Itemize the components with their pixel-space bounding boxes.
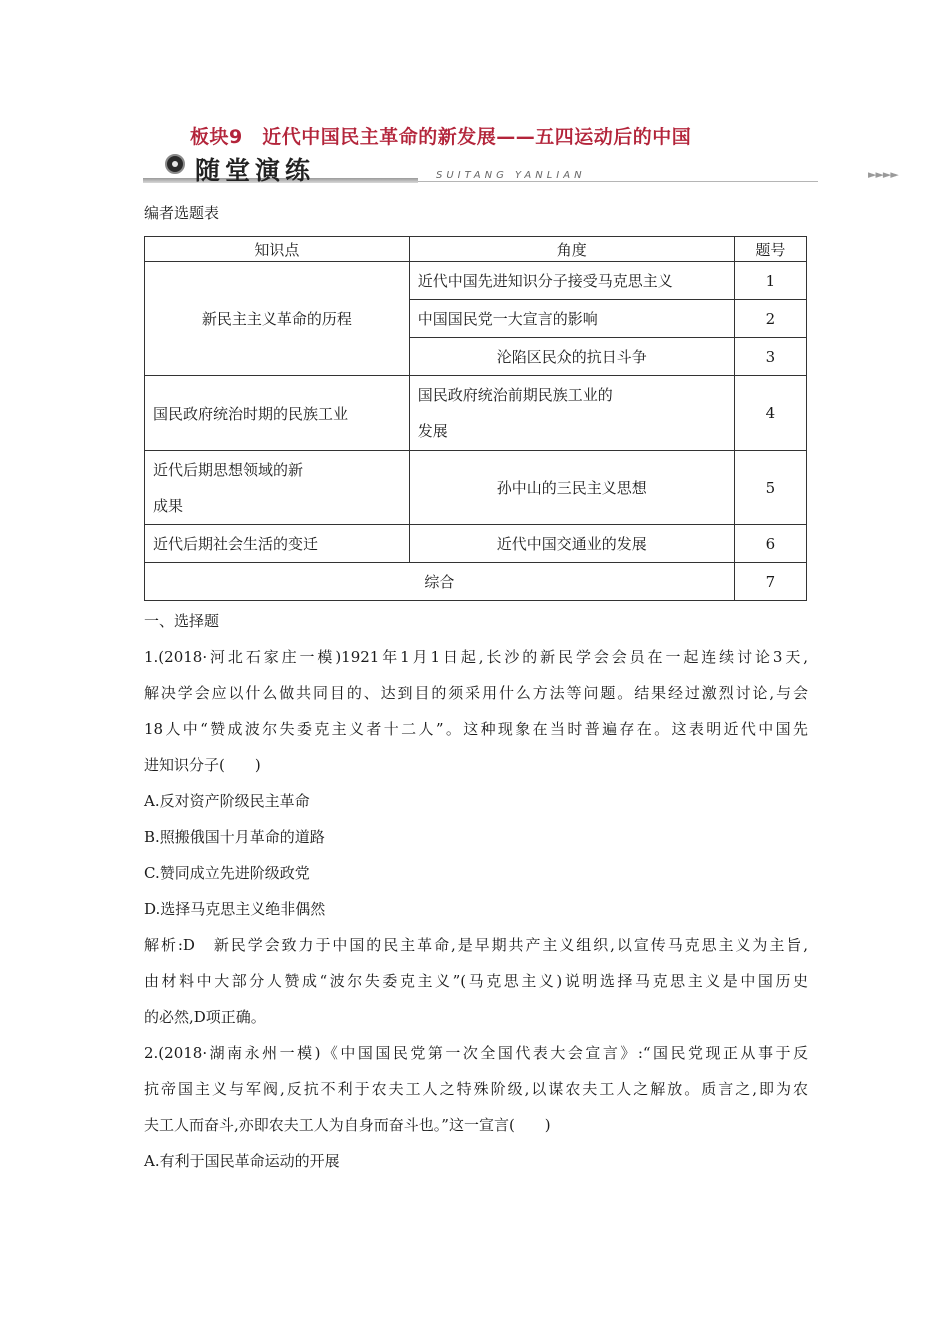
angle-line: 发展 [417,422,448,440]
topic-line: 成果 [153,496,184,515]
angle-cell [409,376,734,451]
table-row [145,525,807,563]
question-line: 解决学会应以什么做共同目的、达到目的须采用什么方法等问题。结果经过激烈讨论,与会 [144,684,808,702]
question-line: 18人中“赞成波尔失委克主义者十二人”。这种现象在当时普遍存在。这表明近代中国先 [144,720,808,738]
number-cell: 3 [734,338,806,376]
number-cell: 6 [734,525,806,563]
angle-cell: 中国国民党一大宣言的影响 [409,300,734,338]
question-line: 2.(2018·湖南永州一模)《中国国民党第一次全国代表大会宣言》:“国民党现正从事于反 [144,1044,808,1062]
option-d: D.选择马克思主义绝非偶然 [144,900,326,918]
header-angle: 角度 [409,237,734,262]
header-topic: 知识点 [145,237,410,262]
topic-cell: 新民主主义革命的历程 [145,262,410,376]
analysis-line: 解析:D 新民学会致力于中国的民主革命,是早期共产主义组织,以宣传马克思主义为主旨, [144,936,808,954]
banner-latin: SUITANG YANLIAN [436,170,586,181]
question-line: 进知识分子( ) [144,756,261,774]
angle-cell: 近代中国交通业的发展 [409,525,734,563]
table-header-row [145,237,807,262]
topic-line: 近代后期思想领域的新 [153,460,304,479]
table-row [145,563,807,601]
number-cell: 4 [734,376,806,451]
banner-rule [418,181,818,182]
table-row [145,376,807,451]
page-title: 板块9 近代中国民主革命的新发展——五四运动后的中国 [190,126,692,148]
number-cell: 7 [734,563,806,601]
topic-cell: 近代后期社会生活的变迁 [145,525,410,563]
option-a: A.有利于国民革命运动的开展 [144,1152,340,1170]
question-line: 1.(2018·河北石家庄一模)1921年1月1日起,长沙的新民学会会员在一起连续讨论3天, [144,648,808,666]
section-banner [143,150,918,190]
question-line: 抗帝国主义与军阀,反抗不利于农夫工人之特殊阶级,以谋农夫工人之解放。质言之,即为农 [144,1080,808,1098]
header-number: 题号 [734,237,806,262]
angle-cell: 沦陷区民众的抗日斗争 [409,338,734,376]
number-cell: 2 [734,300,806,338]
option-c: C.赞同成立先进阶级政党 [144,864,310,882]
number-cell: 5 [734,451,806,525]
topic-cell: 国民政府统治时期的民族工业 [145,376,410,451]
option-a: A.反对资产阶级民主革命 [144,792,310,810]
number-cell: 1 [734,262,806,300]
angle-cell: 近代中国先进知识分子接受马克思主义 [409,262,734,300]
analysis-line: 由材料中大部分人赞成“波尔失委克主义”(马克思主义)说明选择马克思主义是中国历史 [144,972,808,990]
angle-line: 国民政府统治前期民族工业的 [417,386,613,404]
section-heading: 一、选择题 [144,612,220,630]
option-b: B.照搬俄国十月革命的道路 [144,828,325,846]
table-caption: 编者选题表 [144,204,220,222]
table-row [145,451,807,525]
question-body [144,603,808,1179]
angle-cell: 孙中山的三民主义思想 [409,451,734,525]
topic-selection-table [144,236,807,601]
topic-cell [145,451,410,525]
table-row [145,262,807,300]
merged-cell: 综合 [145,563,735,601]
question-line: 夫工人而奋斗,亦即农夫工人为自身而奋斗也。”这一宣言( ) [144,1116,551,1134]
eye-icon [165,154,185,174]
arrows-icon: ►►►► [868,168,898,181]
banner-heading: 随堂演练 [195,156,316,185]
analysis-line: 的必然,D项正确。 [144,1008,266,1026]
